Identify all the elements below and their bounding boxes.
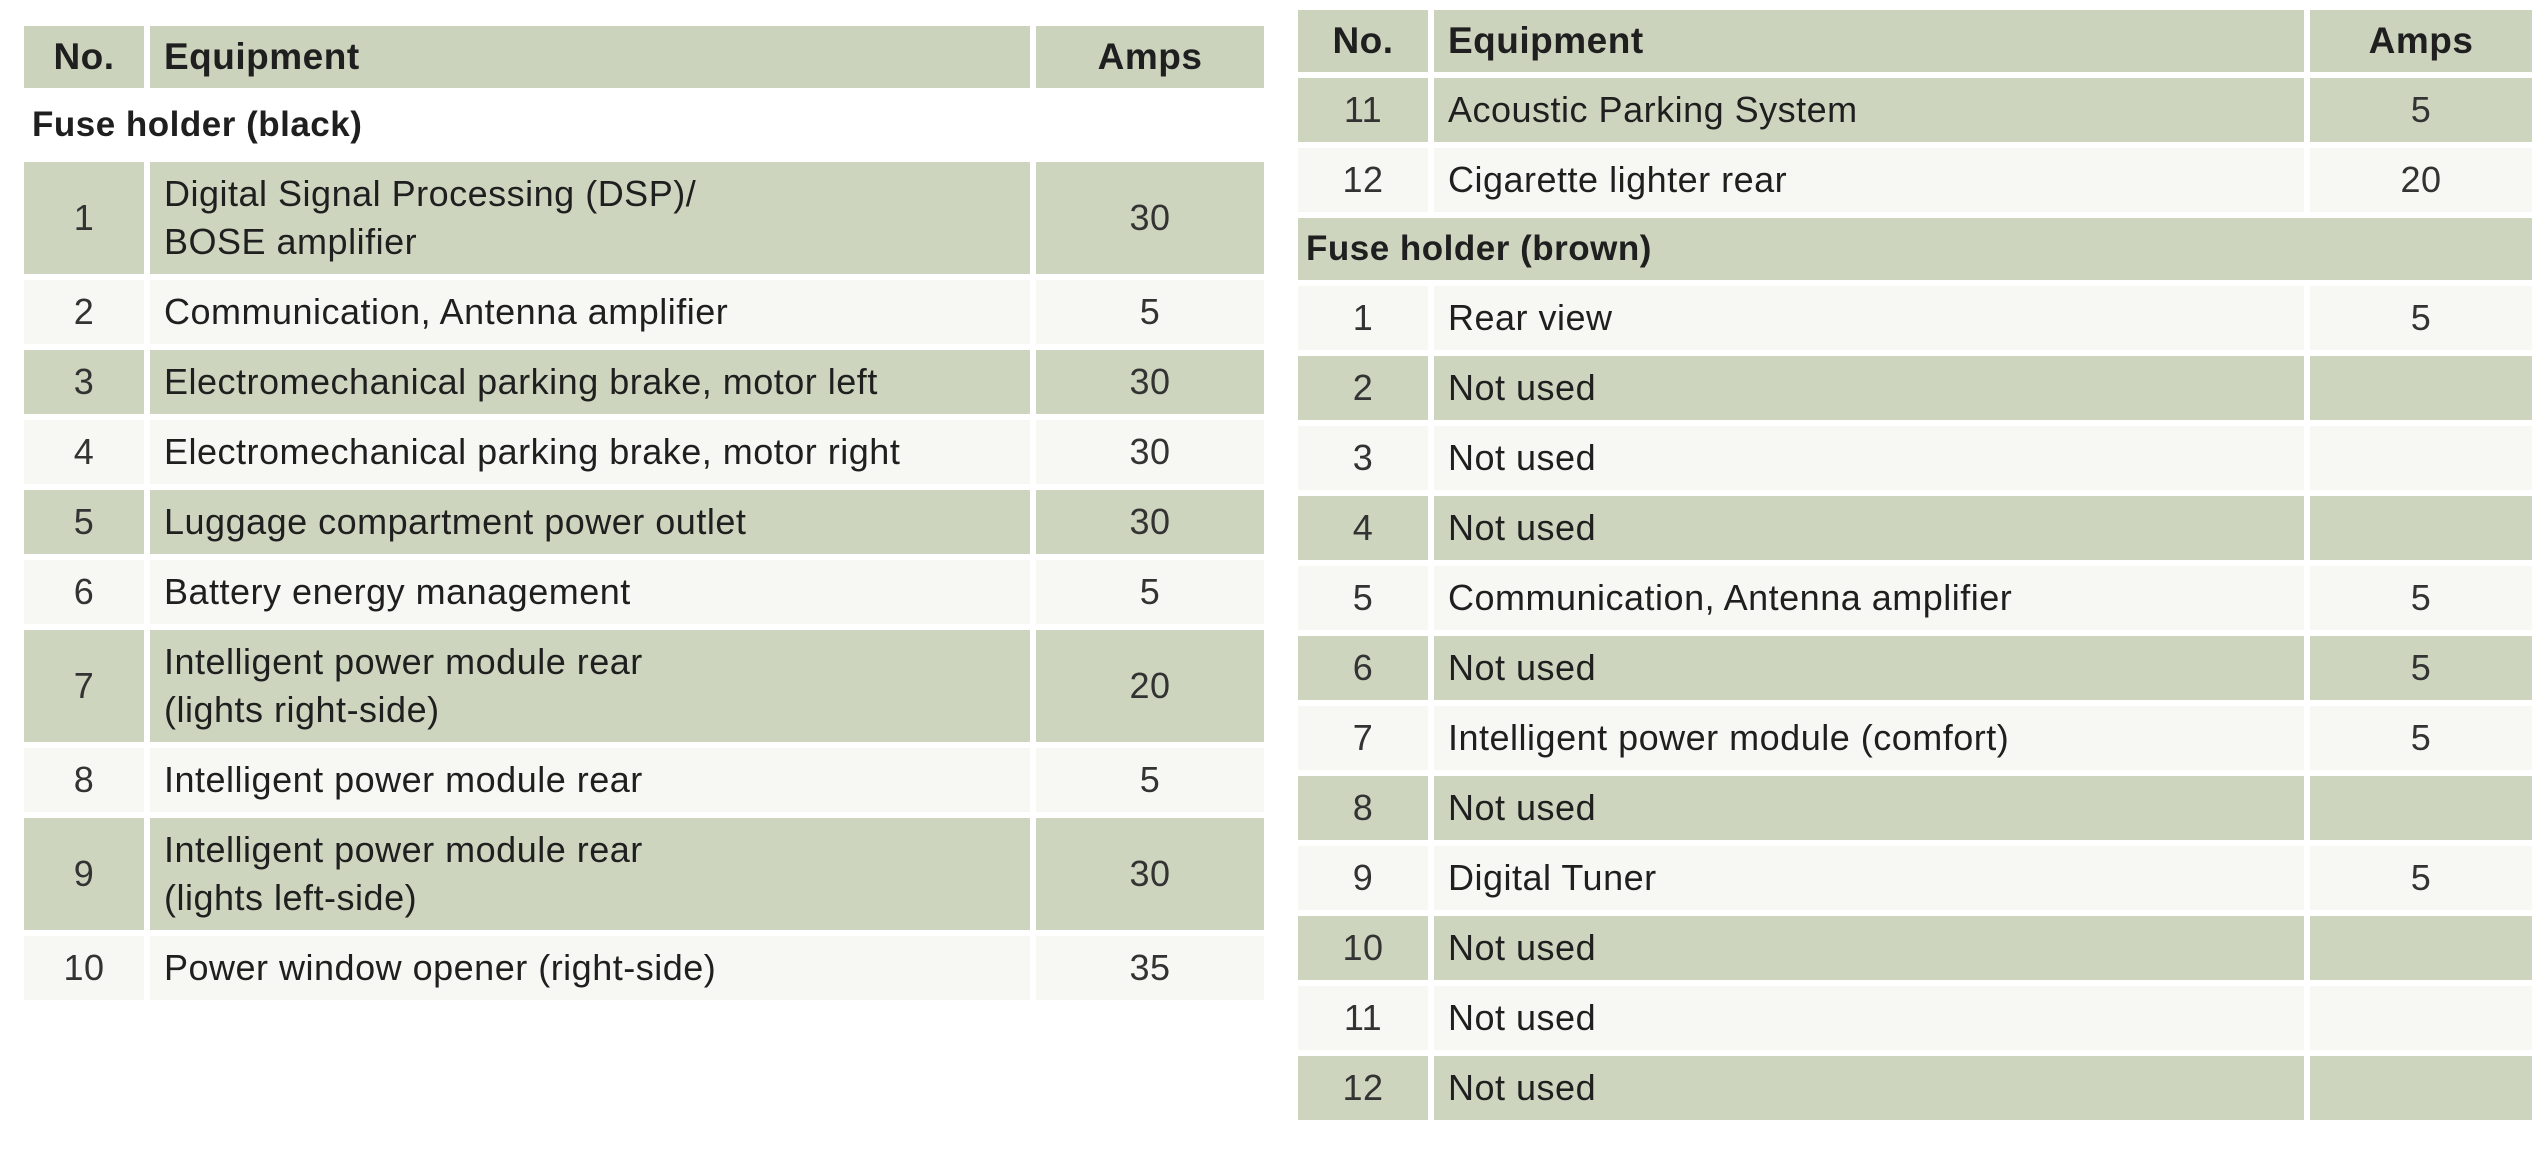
amperage: 5: [2310, 706, 2532, 770]
amperage: 5: [2310, 286, 2532, 350]
section-header-row: [24, 94, 1264, 156]
header-amps: Amps: [1036, 26, 1264, 88]
amperage: 30: [1036, 162, 1264, 274]
table-row: [1298, 78, 2532, 142]
section-title: Fuse holder (brown): [1298, 218, 2532, 280]
equipment-cell: [150, 162, 1036, 274]
table-row: [1298, 356, 2532, 420]
equipment-cell: Not used: [1434, 776, 2310, 840]
equipment-cell: Power window opener (right-side): [150, 936, 1036, 1000]
equipment-cell: Electromechanical parking brake, motor left: [150, 350, 1036, 414]
equipment-line: (lights left-side): [164, 877, 418, 918]
table-row: [1298, 566, 2532, 630]
table-row: [1298, 636, 2532, 700]
fuse-number: 10: [24, 936, 150, 1000]
equipment-line: Intelligent power module rear: [164, 641, 643, 682]
fuse-number: 2: [24, 280, 150, 344]
fuse-number: 7: [24, 630, 150, 742]
equipment-line: (lights right-side): [164, 689, 440, 730]
table-row: [24, 162, 1264, 274]
header-no: No.: [24, 26, 150, 88]
header-equipment: Equipment: [1434, 10, 2310, 72]
table-row: [24, 936, 1264, 1000]
equipment-line: Intelligent power module rear: [164, 829, 643, 870]
amperage: 5: [1036, 748, 1264, 812]
fuse-number: 4: [1298, 496, 1434, 560]
table-row: [1298, 496, 2532, 560]
equipment-cell: Cigarette lighter rear: [1434, 148, 2310, 212]
amperage: 5: [1036, 560, 1264, 624]
equipment-cell: Acoustic Parking System: [1434, 78, 2310, 142]
header-no: No.: [1298, 10, 1434, 72]
table-row: [24, 818, 1264, 930]
amperage: 30: [1036, 420, 1264, 484]
fuse-number: 6: [24, 560, 150, 624]
table-row: [24, 630, 1264, 742]
table-row: [24, 350, 1264, 414]
equipment-cell: Communication, Antenna amplifier: [150, 280, 1036, 344]
table-row: [1298, 776, 2532, 840]
header-amps: Amps: [2310, 10, 2532, 72]
table-row: [24, 280, 1264, 344]
fuse-number: 12: [1298, 1056, 1434, 1120]
fuse-table-black: [24, 20, 1264, 1006]
amperage: [2310, 426, 2532, 490]
amperage: 20: [1036, 630, 1264, 742]
table-row: [1298, 986, 2532, 1050]
amperage: 5: [2310, 636, 2532, 700]
section-title: Fuse holder (black): [32, 105, 363, 144]
amperage: [2310, 496, 2532, 560]
amperage: [2310, 986, 2532, 1050]
equipment-cell: Battery energy management: [150, 560, 1036, 624]
equipment-line: Digital Signal Processing (DSP)/: [164, 173, 697, 214]
amperage: 5: [2310, 78, 2532, 142]
fuse-number: 11: [1298, 78, 1434, 142]
fuse-number: 2: [1298, 356, 1434, 420]
table-header-row: [1298, 10, 2532, 72]
table-row: [1298, 916, 2532, 980]
equipment-cell: Not used: [1434, 1056, 2310, 1120]
amperage: [2310, 356, 2532, 420]
table-row: [1298, 286, 2532, 350]
fuse-number: 11: [1298, 986, 1434, 1050]
equipment-cell: Electromechanical parking brake, motor right: [150, 420, 1036, 484]
table-row: [24, 420, 1264, 484]
equipment-cell: Communication, Antenna amplifier: [1434, 566, 2310, 630]
amperage: 30: [1036, 818, 1264, 930]
amperage: 30: [1036, 490, 1264, 554]
amperage: [2310, 776, 2532, 840]
table-row: [24, 748, 1264, 812]
table-row: [24, 490, 1264, 554]
equipment-cell: Intelligent power module (comfort): [1434, 706, 2310, 770]
amperage: [2310, 1056, 2532, 1120]
equipment-cell: [150, 818, 1036, 930]
amperage: 35: [1036, 936, 1264, 1000]
table-row: [1298, 706, 2532, 770]
fuse-number: 9: [24, 818, 150, 930]
amperage: 20: [2310, 148, 2532, 212]
equipment-cell: Not used: [1434, 636, 2310, 700]
fuse-number: 7: [1298, 706, 1434, 770]
table-row: [1298, 1056, 2532, 1120]
equipment-cell: Not used: [1434, 986, 2310, 1050]
fuse-number: 8: [1298, 776, 1434, 840]
fuse-number: 1: [1298, 286, 1434, 350]
equipment-cell: Not used: [1434, 426, 2310, 490]
equipment-cell: Digital Tuner: [1434, 846, 2310, 910]
table-header-row: [24, 26, 1264, 88]
section-header-row: [1298, 218, 2532, 280]
fuse-number: 10: [1298, 916, 1434, 980]
amperage: 5: [1036, 280, 1264, 344]
fuse-number: 1: [24, 162, 150, 274]
table-row: [24, 560, 1264, 624]
equipment-cell: Not used: [1434, 356, 2310, 420]
fuse-number: 3: [24, 350, 150, 414]
fuse-table-brown: [1298, 4, 2532, 1126]
equipment-cell: Luggage compartment power outlet: [150, 490, 1036, 554]
equipment-cell: Not used: [1434, 916, 2310, 980]
fuse-number: 3: [1298, 426, 1434, 490]
table-row: [1298, 426, 2532, 490]
fuse-number: 4: [24, 420, 150, 484]
amperage: 5: [2310, 566, 2532, 630]
fuse-number: 5: [24, 490, 150, 554]
equipment-cell: Rear view: [1434, 286, 2310, 350]
fuse-number: 6: [1298, 636, 1434, 700]
equipment-line: BOSE amplifier: [164, 221, 418, 262]
fuse-number: 8: [24, 748, 150, 812]
fuse-number: 5: [1298, 566, 1434, 630]
table-row: [1298, 846, 2532, 910]
equipment-cell: Not used: [1434, 496, 2310, 560]
amperage: [2310, 916, 2532, 980]
fuse-number: 12: [1298, 148, 1434, 212]
header-equipment: Equipment: [150, 26, 1036, 88]
equipment-cell: Intelligent power module rear: [150, 748, 1036, 812]
amperage: 30: [1036, 350, 1264, 414]
fuse-number: 9: [1298, 846, 1434, 910]
equipment-cell: [150, 630, 1036, 742]
table-row: [1298, 148, 2532, 212]
amperage: 5: [2310, 846, 2532, 910]
